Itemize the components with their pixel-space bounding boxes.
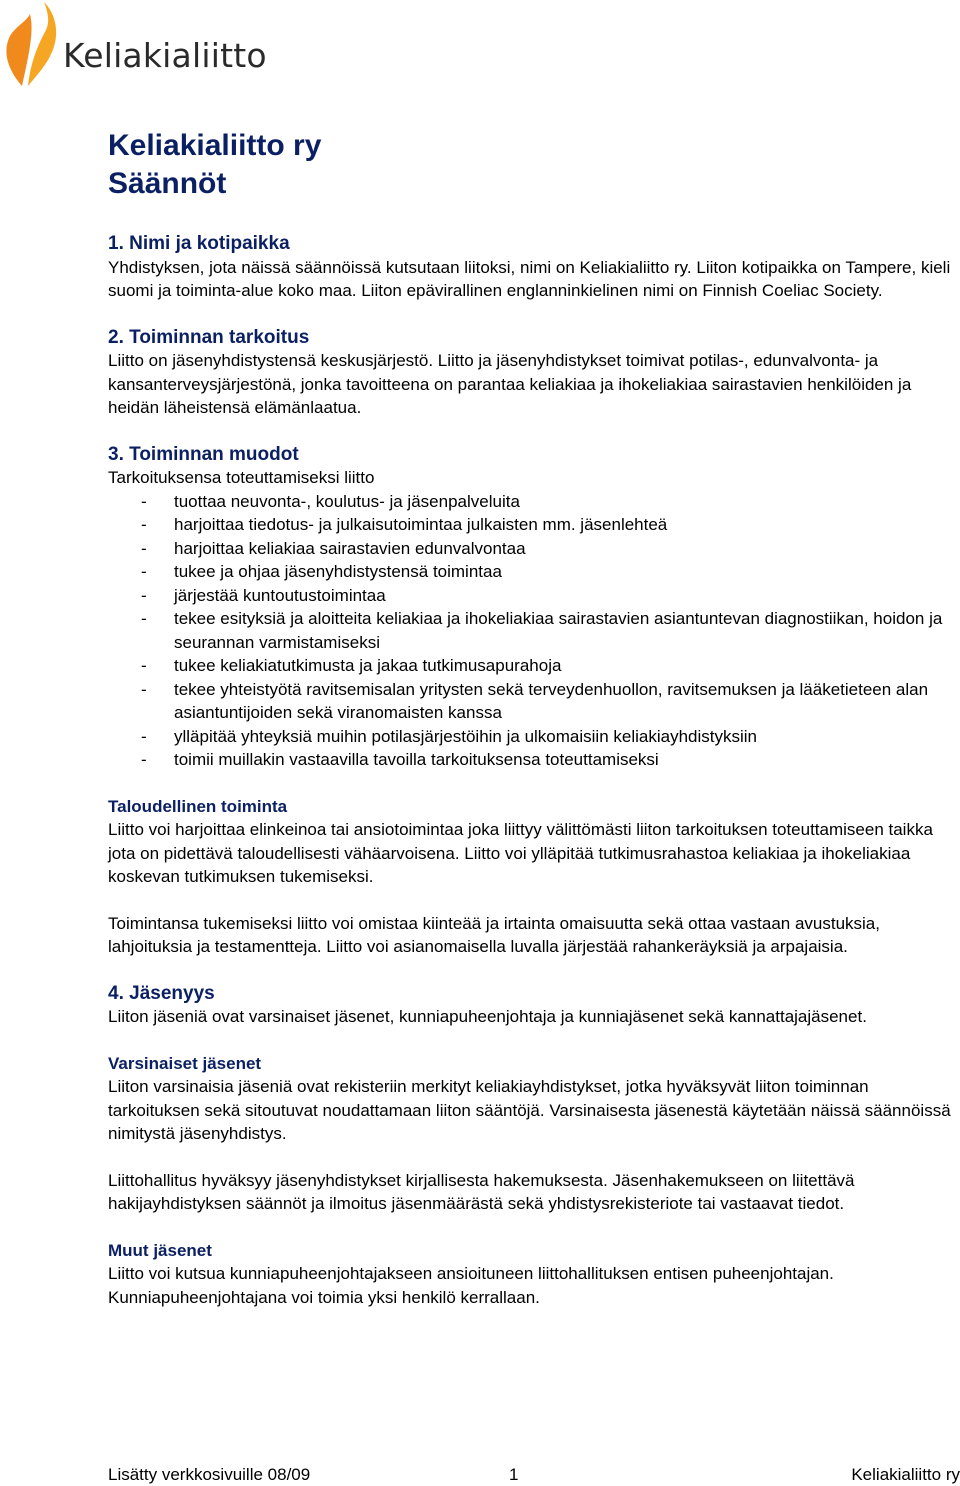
document-title xyxy=(108,127,321,203)
finance-paragraph-1: Liitto voi harjoittaa elinkeinoa tai ansiotoimintaa joka liittyy välittömästi liiton tarkoituksen toteuttamiseen taikka jota on pidettävä taloudellisesti vähäarvoisena. Liitto voi ylläpitää tutkimusrahastoa keliakiaa ja ihokeliakiaa koskevan tutkimuksen tukemiseksi. xyxy=(108,820,933,886)
section-3-heading: 3. Toiminnan muodot xyxy=(108,443,299,465)
list-item: - ylläpitää yhteyksiä muihin potilasjärjestöihin ja ulkomaisiin keliakiayhdistyksiin xyxy=(108,725,958,749)
regular-members-paragraph-1: Liiton varsinaisia jäseniä ovat rekisteriin merkityt keliakiayhdistykset, jotka hyväksyvät liiton toiminnan tarkoituksen sekä sitoutuvat noudattamaan liiton sääntöjä. Varsinaisesta jäsenestä käytetään näissä säännöissä nimitystä jäsenyhdistys. xyxy=(108,1077,951,1143)
section-4-text: Liiton jäseniä ovat varsinaiset jäsenet, kunniapuheenjohtaja ja kunniajäsenet sekä kannattajajäsenet. xyxy=(108,1007,867,1026)
list-item: - harjoittaa keliakiaa sairastavien edunvalvontaa xyxy=(108,537,958,561)
other-members-paragraph: Liitto voi kutsua kunniapuheenjohtajakseen ansioituneen liittohallituksen entisen puheenjohtajan. Kunniapuheenjohtajana voi toimia yksi henkilö kerrallaan. xyxy=(108,1264,834,1307)
list-item: - tekee esityksiä ja aloitteita keliakiaa ja ihokeliakiaa sairastavien asiantuntevan diagnostiikan, hoidon ja seurannan varmistamiseksi xyxy=(108,607,958,654)
list-item: - tekee yhteistyötä ravitsemisalan yritysten sekä terveydenhuollon, ravitsemuksen ja lääketieteen alan asiantuntijoiden sekä viranomaisten kanssa xyxy=(108,678,958,725)
regular-members-heading: Varsinaiset jäsenet xyxy=(108,1053,262,1073)
title-line-1: Keliakialiitto ry xyxy=(108,129,322,162)
section-3-intro: Tarkoituksensa toteuttamiseksi liitto xyxy=(108,468,375,487)
section-2-heading: 2. Toiminnan tarkoitus xyxy=(108,326,310,348)
logo xyxy=(0,0,300,95)
regular-members-paragraph-2: Liittohallitus hyväksyy jäsenyhdistykset kirjallisesta hakemuksesta. Jäsenhakemukseen on liitettävä hakijayhdistyksen säännöt ja ilmoitus jäsenmäärästä sekä yhdistysrekisteriote tai vastaavat tiedot. xyxy=(108,1170,855,1213)
list-item: - tukee keliakiatutkimusta ja jakaa tutkimusapurahoja xyxy=(108,654,958,678)
activities-list xyxy=(108,490,958,772)
other-members-heading: Muut jäsenet xyxy=(108,1240,212,1260)
section-1-text: Yhdistyksen, jota näissä säännöissä kutsutaan liitoksi, nimi on Keliakialiitto ry. Liiton kotipaikka on Tampere, kieli suomi ja toiminta-alue koko maa. Liiton epävirallinen englanninkielinen nimi on Finnish Coeliac Society. xyxy=(108,257,951,300)
title-line-2: Säännöt xyxy=(108,167,227,200)
list-item: - toimii muillakin vastaavilla tavoilla tarkoituksensa toteuttamiseksi xyxy=(108,748,958,772)
footer-organization: Keliakialiitto ry xyxy=(851,1465,960,1484)
section-2-text: Liitto on jäsenyhdistystensä keskusjärjestö. Liitto ja jäsenyhdistykset toimivat potilas-, edunvalvonta- ja kansanterveysjärjestönä, jonka tavoitteena on parantaa keliakiaa ja ihokeliakiaa sairastavien henkilöiden ja heidän läheistensä elämänlaatua. xyxy=(108,351,912,417)
document-body xyxy=(108,232,958,1309)
section-4-heading: 4. Jäsenyys xyxy=(108,982,215,1004)
logo-wordmark: Keliakialiitto xyxy=(63,36,267,75)
section-1-heading: 1. Nimi ja kotipaikka xyxy=(108,233,290,254)
finance-paragraph-2: Toimintansa tukemiseksi liitto voi omistaa kiinteää ja irtainta omaisuutta sekä ottaa vastaan avustuksia, lahjoituksia ja testamentteja. Liitto voi asianomaisella luvalla järjestää rahankeräyksiä ja arpajaisia. xyxy=(108,913,880,956)
list-item: - tuottaa neuvonta-, koulutus- ja jäsenpalveluita xyxy=(108,490,958,514)
leaf-logo-icon xyxy=(0,0,62,90)
finance-heading: Taloudellinen toiminta xyxy=(108,796,288,816)
list-item: - harjoittaa tiedotus- ja julkaisutoimintaa julkaisten mm. jäsenlehteä xyxy=(108,513,958,537)
page-number: 1 xyxy=(509,1465,519,1484)
list-item: - tukee ja ohjaa jäsenyhdistystensä toimintaa xyxy=(108,560,958,584)
list-item: - järjestää kuntoutustoimintaa xyxy=(108,584,958,608)
footer-added-date: Lisätty verkkosivuille 08/09 xyxy=(108,1465,311,1484)
